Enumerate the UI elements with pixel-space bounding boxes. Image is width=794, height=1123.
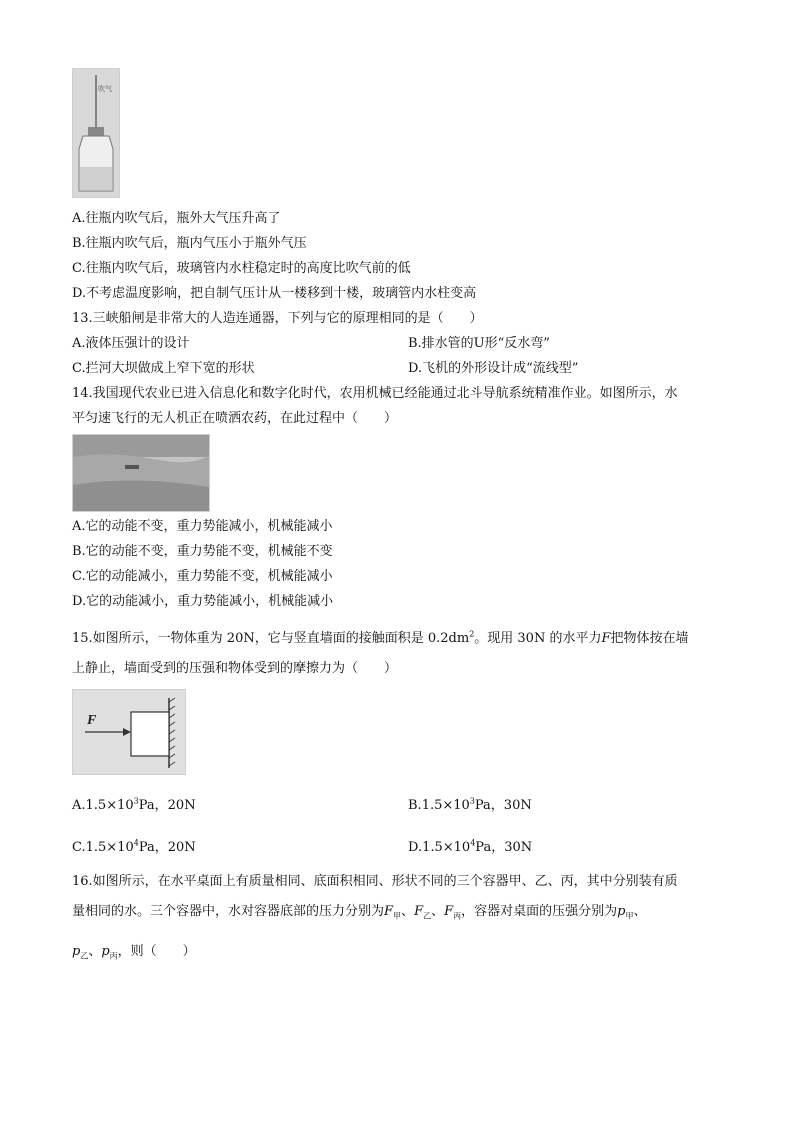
- q14-option-b: B.它的动能不变，重力势能不变，机械能不变: [72, 544, 333, 559]
- force-label: F: [87, 713, 97, 728]
- q15-option-d-coef: 1.5×10: [422, 840, 471, 855]
- q15-option-c-coef: 1.5×10: [85, 840, 134, 855]
- q16-stem-line3: [72, 943, 196, 961]
- q16-sep-4: 、: [88, 944, 102, 959]
- q16-f-jia-sub: 甲: [393, 911, 402, 921]
- q15-option-a-coef: 1.5×10: [85, 798, 134, 813]
- q15-stem-line1: [72, 630, 689, 648]
- q14-stem-line2: 平匀速飞行的无人机正在喷洒农药，在此过程中（ ）: [72, 411, 398, 426]
- q15-option-b-exp: 3: [469, 796, 475, 806]
- q15-option-b-rest: Pa，30N: [474, 798, 532, 813]
- drone-field-illustration: [73, 435, 209, 511]
- q16-mid: ，容器对桌面的压强分别为: [461, 904, 618, 919]
- force-wall-figure: [72, 689, 186, 775]
- q15-stem-line2: 上静止，墙面受到的压强和物体受到的摩擦力为（ ）: [72, 661, 398, 676]
- q16-stem-line2-a: 量相同的水。三个容器中，水对容器底部的压力分别为: [72, 904, 385, 919]
- q16-sep-1: 、: [401, 904, 415, 919]
- q16-tail: ，则（ ）: [117, 944, 196, 959]
- q15-option-c-exp: 4: [133, 838, 139, 848]
- q16-stem-line1: 16.如图所示，在水平桌面上有质量相同、底面积相同、形状不同的三个容器甲、乙、丙，其中分别装有质: [72, 874, 678, 889]
- q15-stem-c: 把物体按在墙: [610, 631, 689, 646]
- q15-stem-b: 。现用 30N 的水平力: [474, 631, 602, 646]
- q12-option-c: C.往瓶内吹气后，玻璃管内水柱稳定时的高度比吹气前的低: [72, 261, 411, 276]
- force-wall-diagram: [73, 690, 185, 774]
- q13-stem: 13.三峡船闸是非常大的人造连通器，下列与它的原理相同的是（ ）: [72, 311, 483, 326]
- q15-option-d-exp: 4: [470, 838, 476, 848]
- bottle-figure: [72, 68, 120, 198]
- q13-option-b: B.排水管的U形“反水弯”: [408, 336, 550, 351]
- q15-option-a: [72, 797, 196, 815]
- q15-option-c-letter: C.: [72, 840, 86, 855]
- q15-force-var: F: [601, 631, 611, 646]
- q14-stem-line1: 14.我国现代农业已进入信息化和数字化时代，农用机械已经能通过北斗导航系统精准作业。如图所示，水: [72, 386, 678, 401]
- q16-p-yi-sub: 乙: [80, 951, 89, 961]
- q13-option-c: C.拦河大坝做成上窄下宽的形状: [72, 361, 255, 376]
- q16-p-bing: p: [101, 944, 110, 959]
- q16-p-jia-sub: 甲: [625, 911, 634, 921]
- q15-option-d: [408, 839, 532, 857]
- q16-f-bing: F: [444, 904, 454, 919]
- q16-p-jia: p: [617, 904, 626, 919]
- q16-stem-line2: [72, 903, 647, 921]
- q15-option-c-rest: Pa，20N: [138, 840, 196, 855]
- q14-option-d: D.它的动能减小，重力势能减小，机械能减小: [72, 594, 334, 609]
- q16-f-yi-sub: 乙: [423, 911, 432, 921]
- drone-photo: [72, 434, 210, 512]
- q15-option-c: [72, 839, 196, 857]
- bottle-illustration: [73, 69, 119, 197]
- q12-option-a: A.往瓶内吹气后，瓶外大气压升高了: [72, 211, 281, 226]
- q15-option-d-rest: Pa，30N: [475, 840, 533, 855]
- q16-sep-2: 、: [431, 904, 445, 919]
- q15-option-a-letter: A.: [72, 798, 86, 813]
- q16-f-jia: F: [384, 904, 394, 919]
- q14-option-c: C.它的动能减小，重力势能不变，机械能减小: [72, 569, 333, 584]
- q16-p-bing-sub: 丙: [109, 951, 118, 961]
- q12-option-b: B.往瓶内吹气后，瓶内气压小于瓶外气压: [72, 236, 307, 251]
- q12-option-d: D.不考虑温度影响，把自制气压计从一楼移到十楼，玻璃管内水柱变高: [72, 286, 477, 301]
- q15-stem-exp: 2: [469, 629, 475, 639]
- q15-option-a-rest: Pa，20N: [138, 798, 196, 813]
- q15-option-b-coef: 1.5×10: [421, 798, 470, 813]
- q15-stem-a: 15.如图所示，一物体重为 20N，它与竖直墙面的接触面积是 0.2dm: [72, 631, 470, 646]
- q13-option-d: D.飞机的外形设计成“流线型”: [408, 361, 579, 376]
- q16-p-yi: p: [72, 944, 81, 959]
- q15-option-a-exp: 3: [133, 796, 139, 806]
- q15-option-b-letter: B.: [408, 798, 422, 813]
- blow-label: 吹气: [98, 85, 112, 93]
- q13-option-a: A.液体压强计的设计: [72, 336, 190, 351]
- q15-option-b: [408, 797, 532, 815]
- q16-f-yi: F: [414, 904, 424, 919]
- q14-option-a: A.它的动能不变，重力势能减小，机械能减小: [72, 519, 333, 534]
- q16-sep-3: 、: [633, 904, 647, 919]
- q16-f-bing-sub: 丙: [453, 911, 462, 921]
- q15-option-d-letter: D.: [408, 840, 423, 855]
